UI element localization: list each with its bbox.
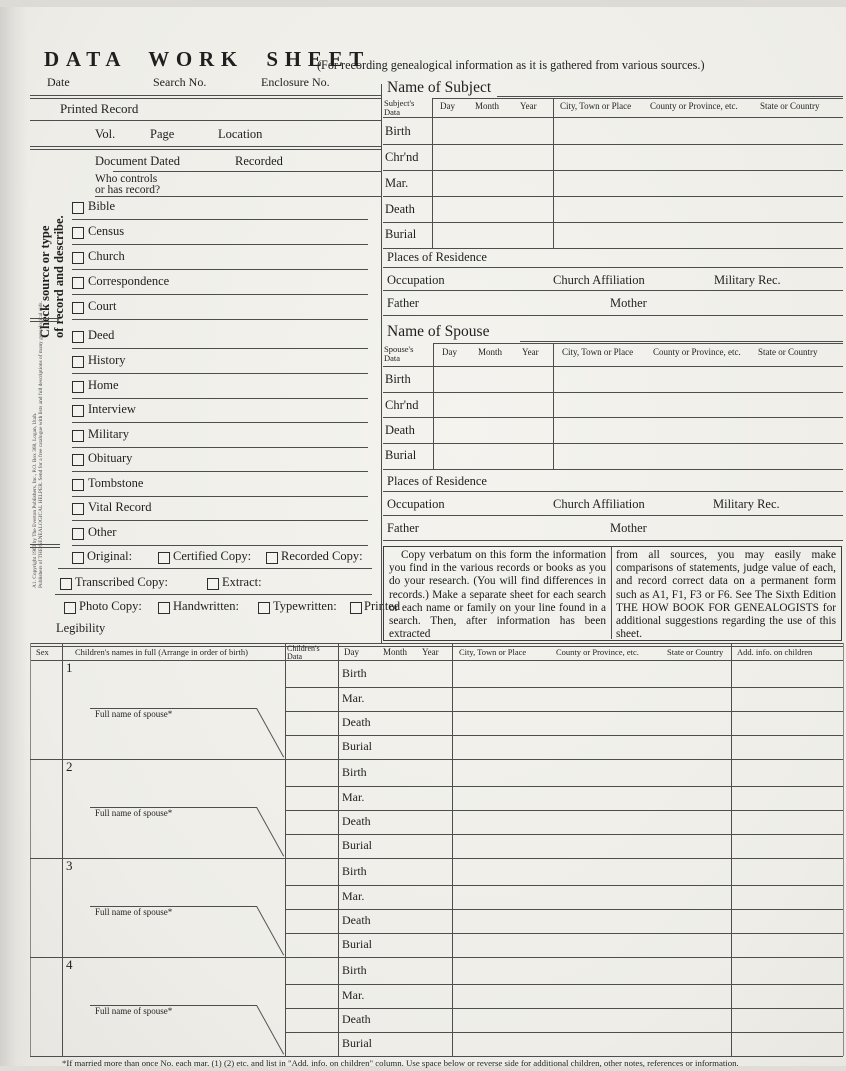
child-2-row-birth: Birth [342,765,367,779]
spouse-col-month: Month [478,347,503,357]
checkbox-extract[interactable] [207,578,219,590]
checkbox-typewritten[interactable] [258,602,270,614]
spouse-col-year: Year [522,347,539,357]
checkbox-tombstone[interactable] [72,479,84,491]
source-court-label: Court [88,299,117,313]
child-2-row-mar: Mar. [342,790,365,804]
subject-row-chrnd: Chr'nd [385,150,419,164]
rule [383,366,843,367]
instruction-text-col1: Copy verbatum on this form the information you find in the various records or books as you do your research. (You will find differences in records.) Make a separate sheet for each search or each name or family on your line found in a search. Then, after information has been extracted [389,549,606,641]
rule [383,248,843,249]
spouse-col-state: State or Country [758,347,818,357]
certified-copy-label: Certified Copy: [173,549,252,563]
checkbox-interview[interactable] [72,405,84,417]
source-military-label: Military [88,427,129,441]
checkbox-history[interactable] [72,356,84,368]
child-4-row-mar: Mar. [342,988,365,1002]
child-1-spouse-label: Full name of spouse* [95,709,173,719]
printed-label: Printed [364,599,401,613]
subject-data-header: Subject's Data [384,98,415,117]
diagonal-rule [256,1005,284,1054]
rule [55,594,372,595]
checkbox-church[interactable] [72,252,84,264]
photo-copy-label: Photo Copy: [79,599,142,613]
rule [30,318,60,319]
rule [72,471,368,472]
spouse-section-title: Name of Spouse [387,323,490,340]
child-4-number: 4 [66,957,73,972]
spouse-col-day: Day [442,347,457,357]
checkbox-military[interactable] [72,430,84,442]
children-col-year: Year [422,647,439,657]
rule [383,267,843,268]
source-deed-label: Deed [88,328,115,342]
rule [285,786,843,787]
checkbox-census[interactable] [72,227,84,239]
source-history-label: History [88,353,126,367]
rule [72,219,368,220]
rule [285,711,843,712]
subject-col-month: Month [475,101,500,111]
copyright-line2: Publishers of THE GENEALOGICAL HELPER. Send for a free catalogue with lists and full descriptions of many genealogical aids. [37,301,44,588]
rule [383,315,843,316]
diagonal-rule [256,807,284,856]
date-field-label: Date [47,75,70,89]
rule [30,858,843,859]
rule [95,196,381,197]
rule [30,660,843,661]
spouse-col-county: County or Province, etc. [653,347,741,357]
rule [432,98,843,99]
rule [285,933,843,934]
child-1-row-birth: Birth [342,666,367,680]
child-4-row-burial: Burial [342,1036,372,1050]
recorded-label: Recorded [235,154,283,168]
source-obituary-label: Obituary [88,451,133,465]
spouse-row-birth: Birth [385,372,411,386]
extract-label: Extract: [222,575,262,589]
rule [30,544,60,545]
rule [285,643,286,1056]
subject-row-birth: Birth [385,124,411,138]
child-2-number: 2 [66,759,73,774]
subject-col-county: County or Province, etc. [650,101,738,111]
checkbox-deed[interactable] [72,331,84,343]
rule [113,171,381,172]
rule [383,290,843,291]
checkbox-original[interactable] [72,552,84,564]
rule [72,545,368,546]
spouse-row-burial: Burial [385,448,417,462]
children-col-data: Children's Data [287,644,320,661]
rule [285,687,843,688]
children-col-city: City, Town or Place [459,647,527,657]
spouse-occupation-label: Occupation [387,497,445,511]
subject-col-year: Year [520,101,537,111]
side-instruction-line1: Check source or type [38,225,52,338]
form-subtitle: (For recording genealogical information as it is gathered from various sources.) [317,58,705,72]
rule [72,348,368,349]
checkbox-vital-record[interactable] [72,503,84,515]
rule [285,810,843,811]
child-3-spouse-label: Full name of spouse* [95,907,173,917]
rule [285,735,843,736]
subject-occupation-label: Occupation [387,273,445,287]
checkbox-certified-copy[interactable] [158,552,170,564]
location-label: Location [218,127,263,141]
checkbox-printed[interactable] [350,602,362,614]
rule [30,643,31,1056]
typewritten-label: Typewritten: [273,599,337,613]
subject-col-day: Day [440,101,455,111]
rule [72,447,368,448]
rule [383,170,843,171]
rule [383,144,843,145]
subject-father-label: Father [387,296,419,310]
rule [72,319,368,320]
subject-military-label: Military Rec. [714,273,781,287]
rule [433,343,843,344]
checkbox-court[interactable] [72,302,84,314]
children-col-names: Children's names in full (Arrange in order of birth) [75,647,248,657]
spouse-data-header: Spouse's Data [384,344,414,363]
child-4-spouse-label: Full name of spouse* [95,1006,173,1016]
rule [338,643,339,1056]
child-1-row-mar: Mar. [342,691,365,705]
child-2-row-death: Death [342,814,371,828]
original-label: Original: [87,549,133,563]
checkbox-recorded-copy[interactable] [266,552,278,564]
child-3-row-birth: Birth [342,864,367,878]
handwritten-label: Handwritten: [173,599,239,613]
rule [433,343,434,469]
rule [383,443,843,444]
checkbox-home[interactable] [72,381,84,393]
checkbox-handwritten[interactable] [158,602,170,614]
who-controls-label-2: or has record? [95,184,161,196]
checkbox-transcribed-copy[interactable] [60,578,72,590]
rule [30,95,381,96]
rule [285,1008,843,1009]
rule [383,491,843,492]
rule [611,546,612,639]
rule [30,759,843,760]
page-label: Page [150,127,175,141]
spouse-church-label: Church Affiliation [553,497,645,511]
rule [72,373,368,374]
rule [452,643,453,1056]
source-correspondence-label: Correspondence [88,274,170,288]
rule [285,1032,843,1033]
rule [383,222,843,223]
children-col-county: County or Province, etc. [556,647,639,657]
rule [72,496,368,497]
rule [30,146,381,147]
rule [285,834,843,835]
spouse-row-chrnd: Chr'nd [385,398,419,412]
source-home-label: Home [88,378,119,392]
recorded-copy-label: Recorded Copy: [281,549,363,563]
search-no-field-label: Search No. [153,75,207,89]
subject-mother-label: Mother [610,296,647,310]
child-4-row-birth: Birth [342,963,367,977]
children-col-day: Day [344,647,359,657]
checkbox-other[interactable] [72,528,84,540]
child-3-row-death: Death [342,913,371,927]
column-divider [381,84,382,644]
scan-edge-left [0,0,28,1071]
spouse-mother-label: Mother [610,521,647,535]
subject-places-label: Places of Residence [387,250,487,264]
rule [62,643,63,1056]
rule [497,96,843,97]
rule [30,321,60,322]
spouse-places-label: Places of Residence [387,474,487,488]
subject-row-mar: Mar. [385,176,409,190]
rule [30,1056,843,1057]
rule [383,392,843,393]
diagonal-rule [256,906,284,955]
document-dated-label: Document Dated [95,154,181,168]
rule [383,540,843,541]
spouse-military-label: Military Rec. [713,497,780,511]
rule [58,568,372,569]
subject-church-label: Church Affiliation [553,273,645,287]
child-1-number: 1 [66,660,73,675]
enclosure-no-field-label: Enclosure No. [261,75,330,89]
rule [72,520,368,521]
copyright-line1: A1. Copyright 1963 by The Everton Publishers, Inc., P.O. Box 368, Logan, Utah. [32,412,38,588]
spouse-col-city: City, Town or Place [562,347,634,357]
rule [72,294,368,295]
rule [72,422,368,423]
source-bible-label: Bible [88,199,116,213]
legibility-label: Legibility [56,621,106,635]
rule [383,417,843,418]
rule [72,269,368,270]
source-vital-record-label: Vital Record [88,500,152,514]
rule [285,984,843,985]
source-tombstone-label: Tombstone [88,476,144,490]
rule [843,643,844,1056]
source-church-label: Church [88,249,125,263]
rule [432,98,433,248]
checkbox-bible[interactable] [72,202,84,214]
checkbox-obituary[interactable] [72,454,84,466]
subject-row-death: Death [385,202,415,216]
who-controls-label: Who controls [95,173,158,185]
source-interview-label: Interview [88,402,136,416]
spouse-row-death: Death [385,423,415,437]
rule [520,341,843,342]
rule [30,120,381,121]
children-col-sex: Sex [36,647,49,657]
spouse-father-label: Father [387,521,419,535]
rule [72,398,368,399]
children-col-state: State or Country [667,647,724,657]
side-instruction-line2: of record and describe. [52,215,66,338]
children-col-month: Month [383,647,408,657]
rule [30,98,381,99]
rule [553,343,554,469]
diagonal-rule [256,708,284,757]
child-2-spouse-label: Full name of spouse* [95,808,173,818]
printed-record-label: Printed Record [60,101,139,116]
child-4-row-death: Death [342,1012,371,1026]
child-1-row-death: Death [342,715,371,729]
child-2-row-burial: Burial [342,838,372,852]
source-other-label: Other [88,525,117,539]
instruction-text-col2: from all sources, you may easily make comparisons of statements, judge value of each, and record correct data on a permanent form such as A1, F1, F3 or F6. See The Sixth Edition THE HOW BOOK FOR GENEALOGISTS for additional suggestions regarding the use of this sheet. [616,549,836,641]
source-census-label: Census [88,224,125,238]
rule [30,547,60,548]
rule [553,98,554,248]
rule [30,957,843,958]
children-col-addinfo: Add. info. on children [737,647,813,657]
child-3-row-mar: Mar. [342,889,365,903]
checkbox-photo-copy[interactable] [64,602,76,614]
rule [285,885,843,886]
rule [383,196,843,197]
form-title: DATA WORK SHEET [44,47,371,71]
rule [30,149,381,150]
rule [285,909,843,910]
scan-edge-top [0,0,846,7]
checkbox-correspondence[interactable] [72,277,84,289]
vol-label: Vol. [95,127,116,141]
rule [383,469,843,470]
child-1-row-burial: Burial [342,739,372,753]
child-3-row-burial: Burial [342,937,372,951]
rule [383,117,843,118]
subject-col-state: State or Country [760,101,820,111]
rule [72,244,368,245]
subject-col-city: City, Town or Place [560,101,632,111]
subject-row-burial: Burial [385,227,417,241]
rule [30,643,843,644]
rule [731,643,732,1056]
rule [383,515,843,516]
child-3-number: 3 [66,858,73,873]
subject-section-title: Name of Subject [387,79,492,96]
transcribed-copy-label: Transcribed Copy: [75,575,168,589]
footnote: *If married more than once No. each mar. (1) (2) etc. and list in "Add. info. on children" column. Use space below or reverse side for additional children, other notes, references or information. [62,1058,739,1068]
